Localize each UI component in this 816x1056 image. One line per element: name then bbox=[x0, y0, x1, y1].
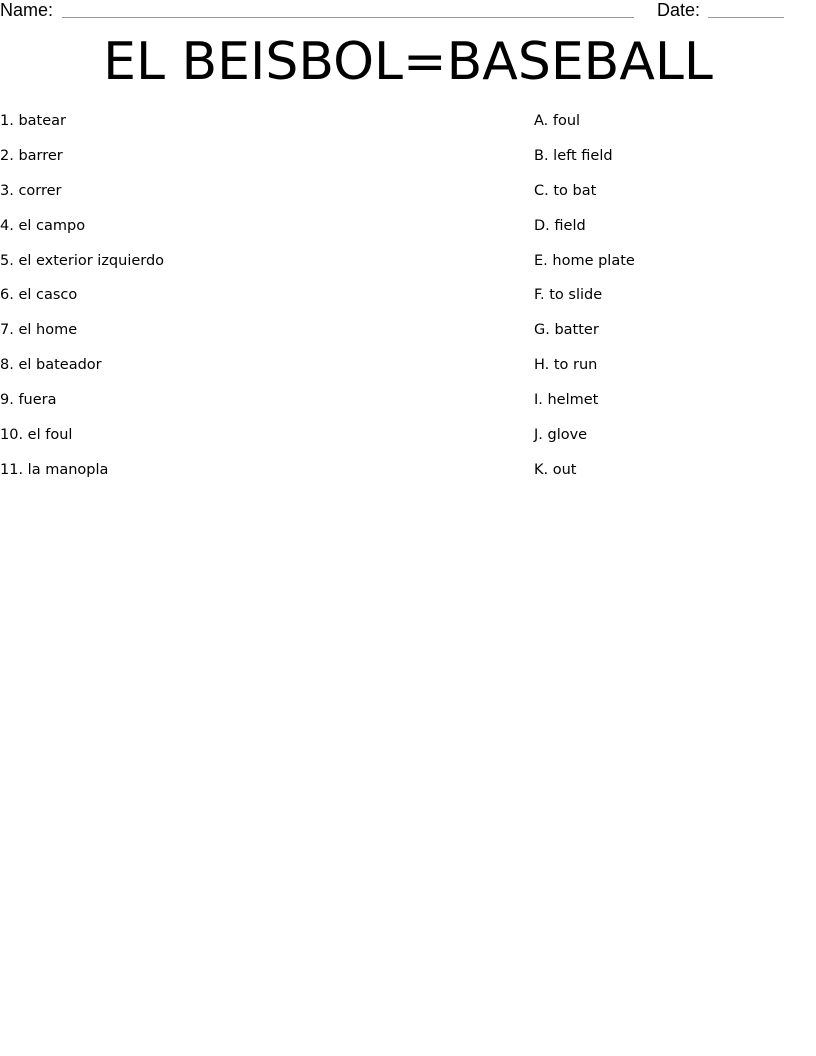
definition-item: I. helmet bbox=[534, 392, 599, 409]
definition-item: H. to run bbox=[534, 357, 598, 374]
definition-item: K. out bbox=[534, 461, 577, 478]
definition-item: F. to slide bbox=[534, 287, 603, 304]
date-label: Date: bbox=[657, 0, 701, 20]
term-item: 2. barrer bbox=[0, 147, 63, 164]
definition-item: A. foul bbox=[534, 113, 581, 129]
worksheet-header bbox=[0, 0, 816, 24]
term-item: 4. el campo bbox=[0, 217, 86, 234]
term-item: 5. el exterior izquierdo bbox=[0, 252, 165, 269]
term-item: 7. el home bbox=[0, 322, 78, 339]
term-item: 1. batear bbox=[0, 113, 66, 129]
definition-item: C. to bat bbox=[534, 182, 597, 199]
definition-item: B. left field bbox=[534, 147, 613, 164]
definition-item: G. batter bbox=[534, 322, 599, 339]
term-item: 11. la manopla bbox=[0, 461, 109, 478]
date-blank-line bbox=[708, 17, 784, 18]
term-item: 9. fuera bbox=[0, 392, 57, 409]
name-blank-line bbox=[62, 17, 634, 18]
definition-item: J. glove bbox=[534, 427, 588, 444]
term-item: 10. el foul bbox=[0, 427, 73, 444]
page-title: EL BEISBOL=BASEBALL bbox=[103, 32, 713, 92]
term-item: 6. el casco bbox=[0, 287, 78, 304]
name-label: Name: bbox=[0, 0, 54, 20]
term-item: 3. correr bbox=[0, 182, 62, 199]
definitions-list bbox=[534, 112, 635, 496]
definition-item: E. home plate bbox=[534, 252, 635, 269]
definition-item: D. field bbox=[534, 217, 586, 234]
terms-list bbox=[0, 112, 164, 496]
term-item: 8. el bateador bbox=[0, 357, 102, 374]
